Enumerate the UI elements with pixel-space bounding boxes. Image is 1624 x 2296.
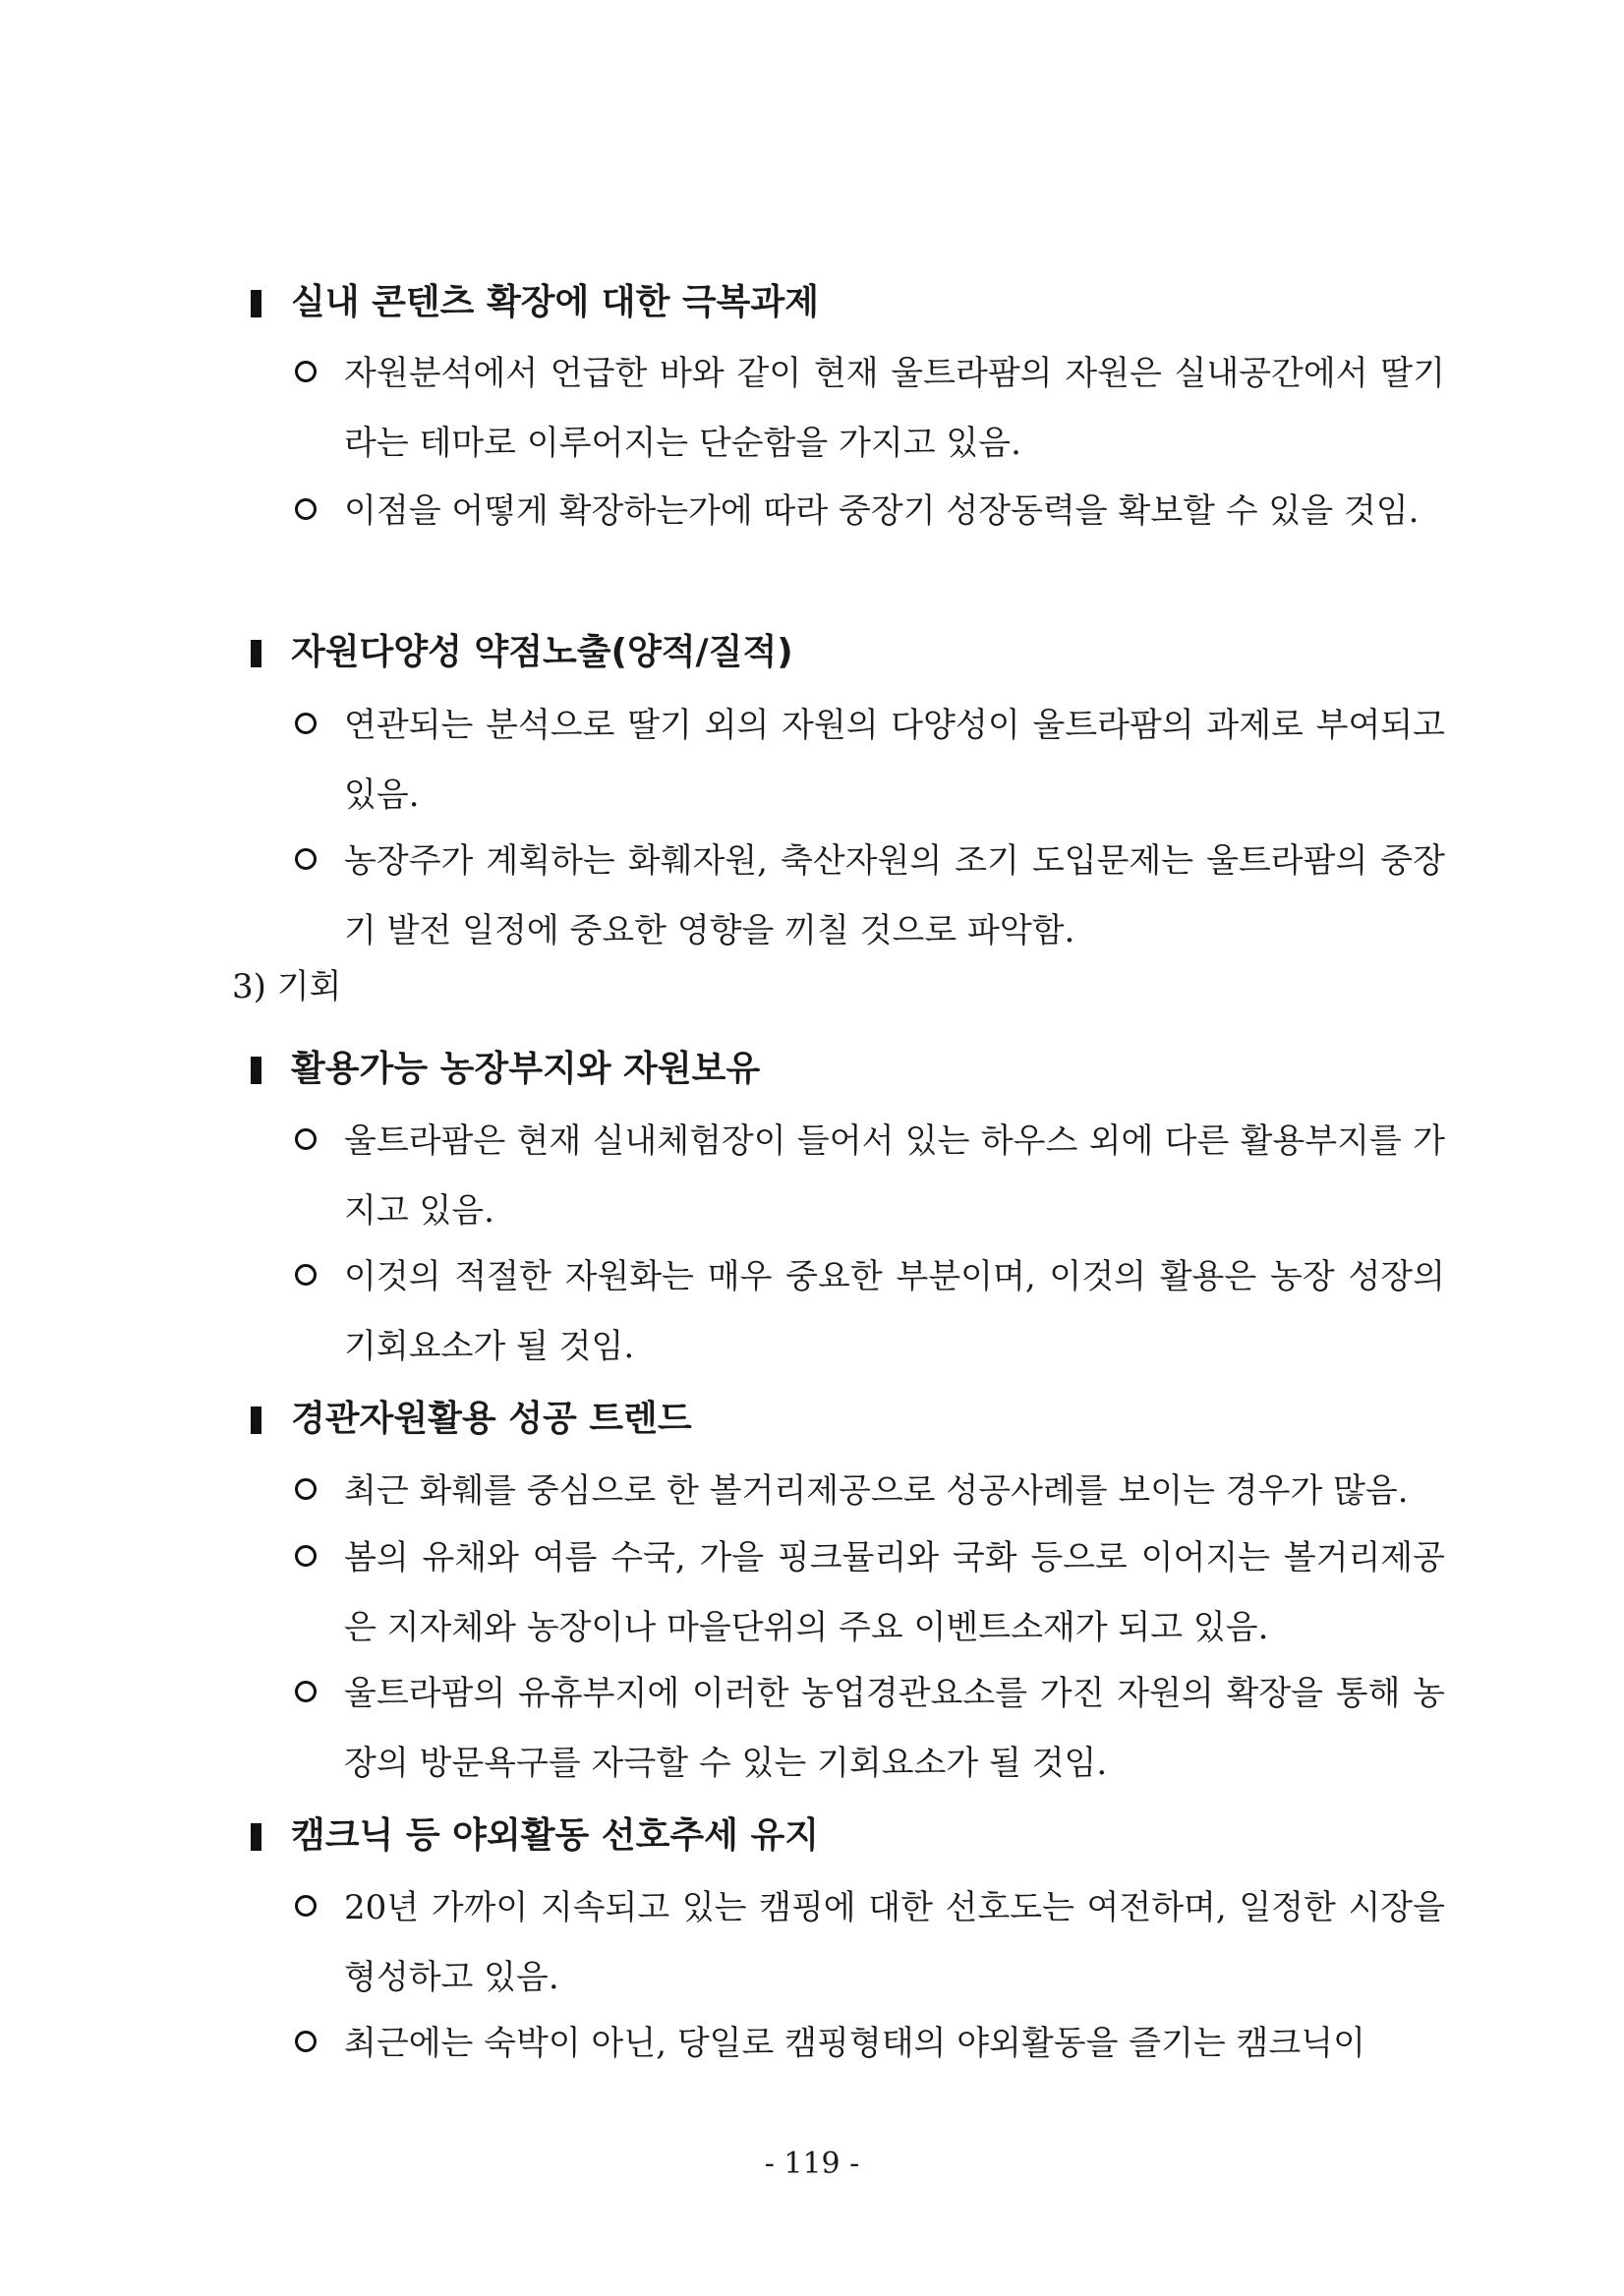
heading-marker-icon xyxy=(251,1823,261,1851)
bullet-item xyxy=(295,339,1445,479)
heading-marker-icon xyxy=(251,290,261,317)
bullet-text: 자원분석에서 언급한 바와 같이 현재 울트라팜의 자원은 실내공간에서 딸기라는 테마로 이루어지는 단순함을 가지고 있음. xyxy=(344,354,1445,463)
bullet-text: 울트라팜은 현재 실내체험장이 들어서 있는 하우스 외에 다른 활용부지를 가지고 있음. xyxy=(344,1121,1445,1231)
bullet-text: 울트라팜의 유휴부지에 이러한 농업경관요소를 가진 자원의 확장을 통해 농장의 방문욕구를 자극할 수 있는 기회요소가 될 것임. xyxy=(344,1674,1445,1783)
bullet-item xyxy=(295,1242,1445,1382)
section-heading xyxy=(251,1814,819,1858)
bullet-text: 최근에는 숙박이 아닌, 당일로 캠핑형태의 야외활동을 즐기는 캠크닉이 xyxy=(344,2024,1365,2063)
bullet-text: 이점을 어떻게 확장하는가에 따라 중장기 성장동력을 확보할 수 있을 것임. xyxy=(344,491,1420,531)
heading-text: 경관자원활용 성공 트렌드 xyxy=(291,1399,692,1439)
circle-bullet-icon xyxy=(295,1478,317,1500)
section-heading xyxy=(251,281,819,324)
circle-bullet-icon xyxy=(295,498,317,520)
circle-bullet-icon xyxy=(295,1128,317,1150)
circle-bullet-icon xyxy=(295,1681,317,1702)
page-number: - 119 - xyxy=(764,2147,860,2181)
bullet-text: 연관되는 분석으로 딸기 외의 자원의 다양성이 울트라팜의 과제로 부여되고 있음. xyxy=(344,706,1445,815)
heading-marker-icon xyxy=(251,1057,261,1084)
circle-bullet-icon xyxy=(295,848,317,870)
heading-text: 캠크닉 등 야외활동 선호추세 유지 xyxy=(291,1815,819,1856)
bullet-text: 최근 화훼를 중심으로 한 볼거리제공으로 성공사례를 보이는 경우가 많음. xyxy=(344,1471,1409,1511)
section-heading xyxy=(251,1398,692,1441)
bullet-item xyxy=(295,1873,1445,2013)
bullet-item xyxy=(295,477,1445,546)
heading-text: 실내 콘텐츠 확장에 대한 극복과제 xyxy=(291,282,819,322)
heading-text: 활용가능 농장부지와 자원보유 xyxy=(291,1049,761,1089)
circle-bullet-icon xyxy=(295,1895,317,1917)
heading-marker-icon xyxy=(251,640,261,667)
bullet-item xyxy=(295,691,1445,831)
bullet-text: 농장주가 계획하는 화훼자원, 축산자원의 조기 도입문제는 울트라팜의 중장기 발전 일정에 중요한 영향을 끼칠 것으로 파악함. xyxy=(344,841,1445,950)
section-heading xyxy=(251,1048,760,1091)
heading-text: 자원다양성 약점노출(양적/질적) xyxy=(291,632,793,672)
bullet-item xyxy=(295,1457,1445,1526)
bullet-item xyxy=(295,827,1445,966)
circle-bullet-icon xyxy=(295,713,317,734)
bullet-text: 20년 가까이 지속되고 있는 캠핑에 대한 선호도는 여전하며, 일정한 시장을 형성하고 있음. xyxy=(344,1888,1445,1997)
circle-bullet-icon xyxy=(295,2031,317,2052)
heading-marker-icon xyxy=(251,1406,261,1434)
circle-bullet-icon xyxy=(295,1545,317,1567)
section-number: 3) 기회 xyxy=(232,967,342,1006)
section-heading xyxy=(251,631,793,674)
circle-bullet-icon xyxy=(295,1264,317,1286)
bullet-item xyxy=(295,2009,1445,2079)
circle-bullet-icon xyxy=(295,361,317,382)
bullet-item xyxy=(295,1523,1445,1663)
bullet-text: 봄의 유채와 여름 수국, 가을 핑크뮬리와 국화 등으로 이어지는 볼거리제공은 지자체와 농장이나 마을단위의 주요 이벤트소재가 되고 있음. xyxy=(344,1538,1445,1647)
bullet-item xyxy=(295,1107,1445,1246)
bullet-item xyxy=(295,1659,1445,1799)
bullet-text: 이것의 적절한 자원화는 매우 중요한 부분이며, 이것의 활용은 농장 성장의 기회요소가 될 것임. xyxy=(344,1257,1445,1366)
